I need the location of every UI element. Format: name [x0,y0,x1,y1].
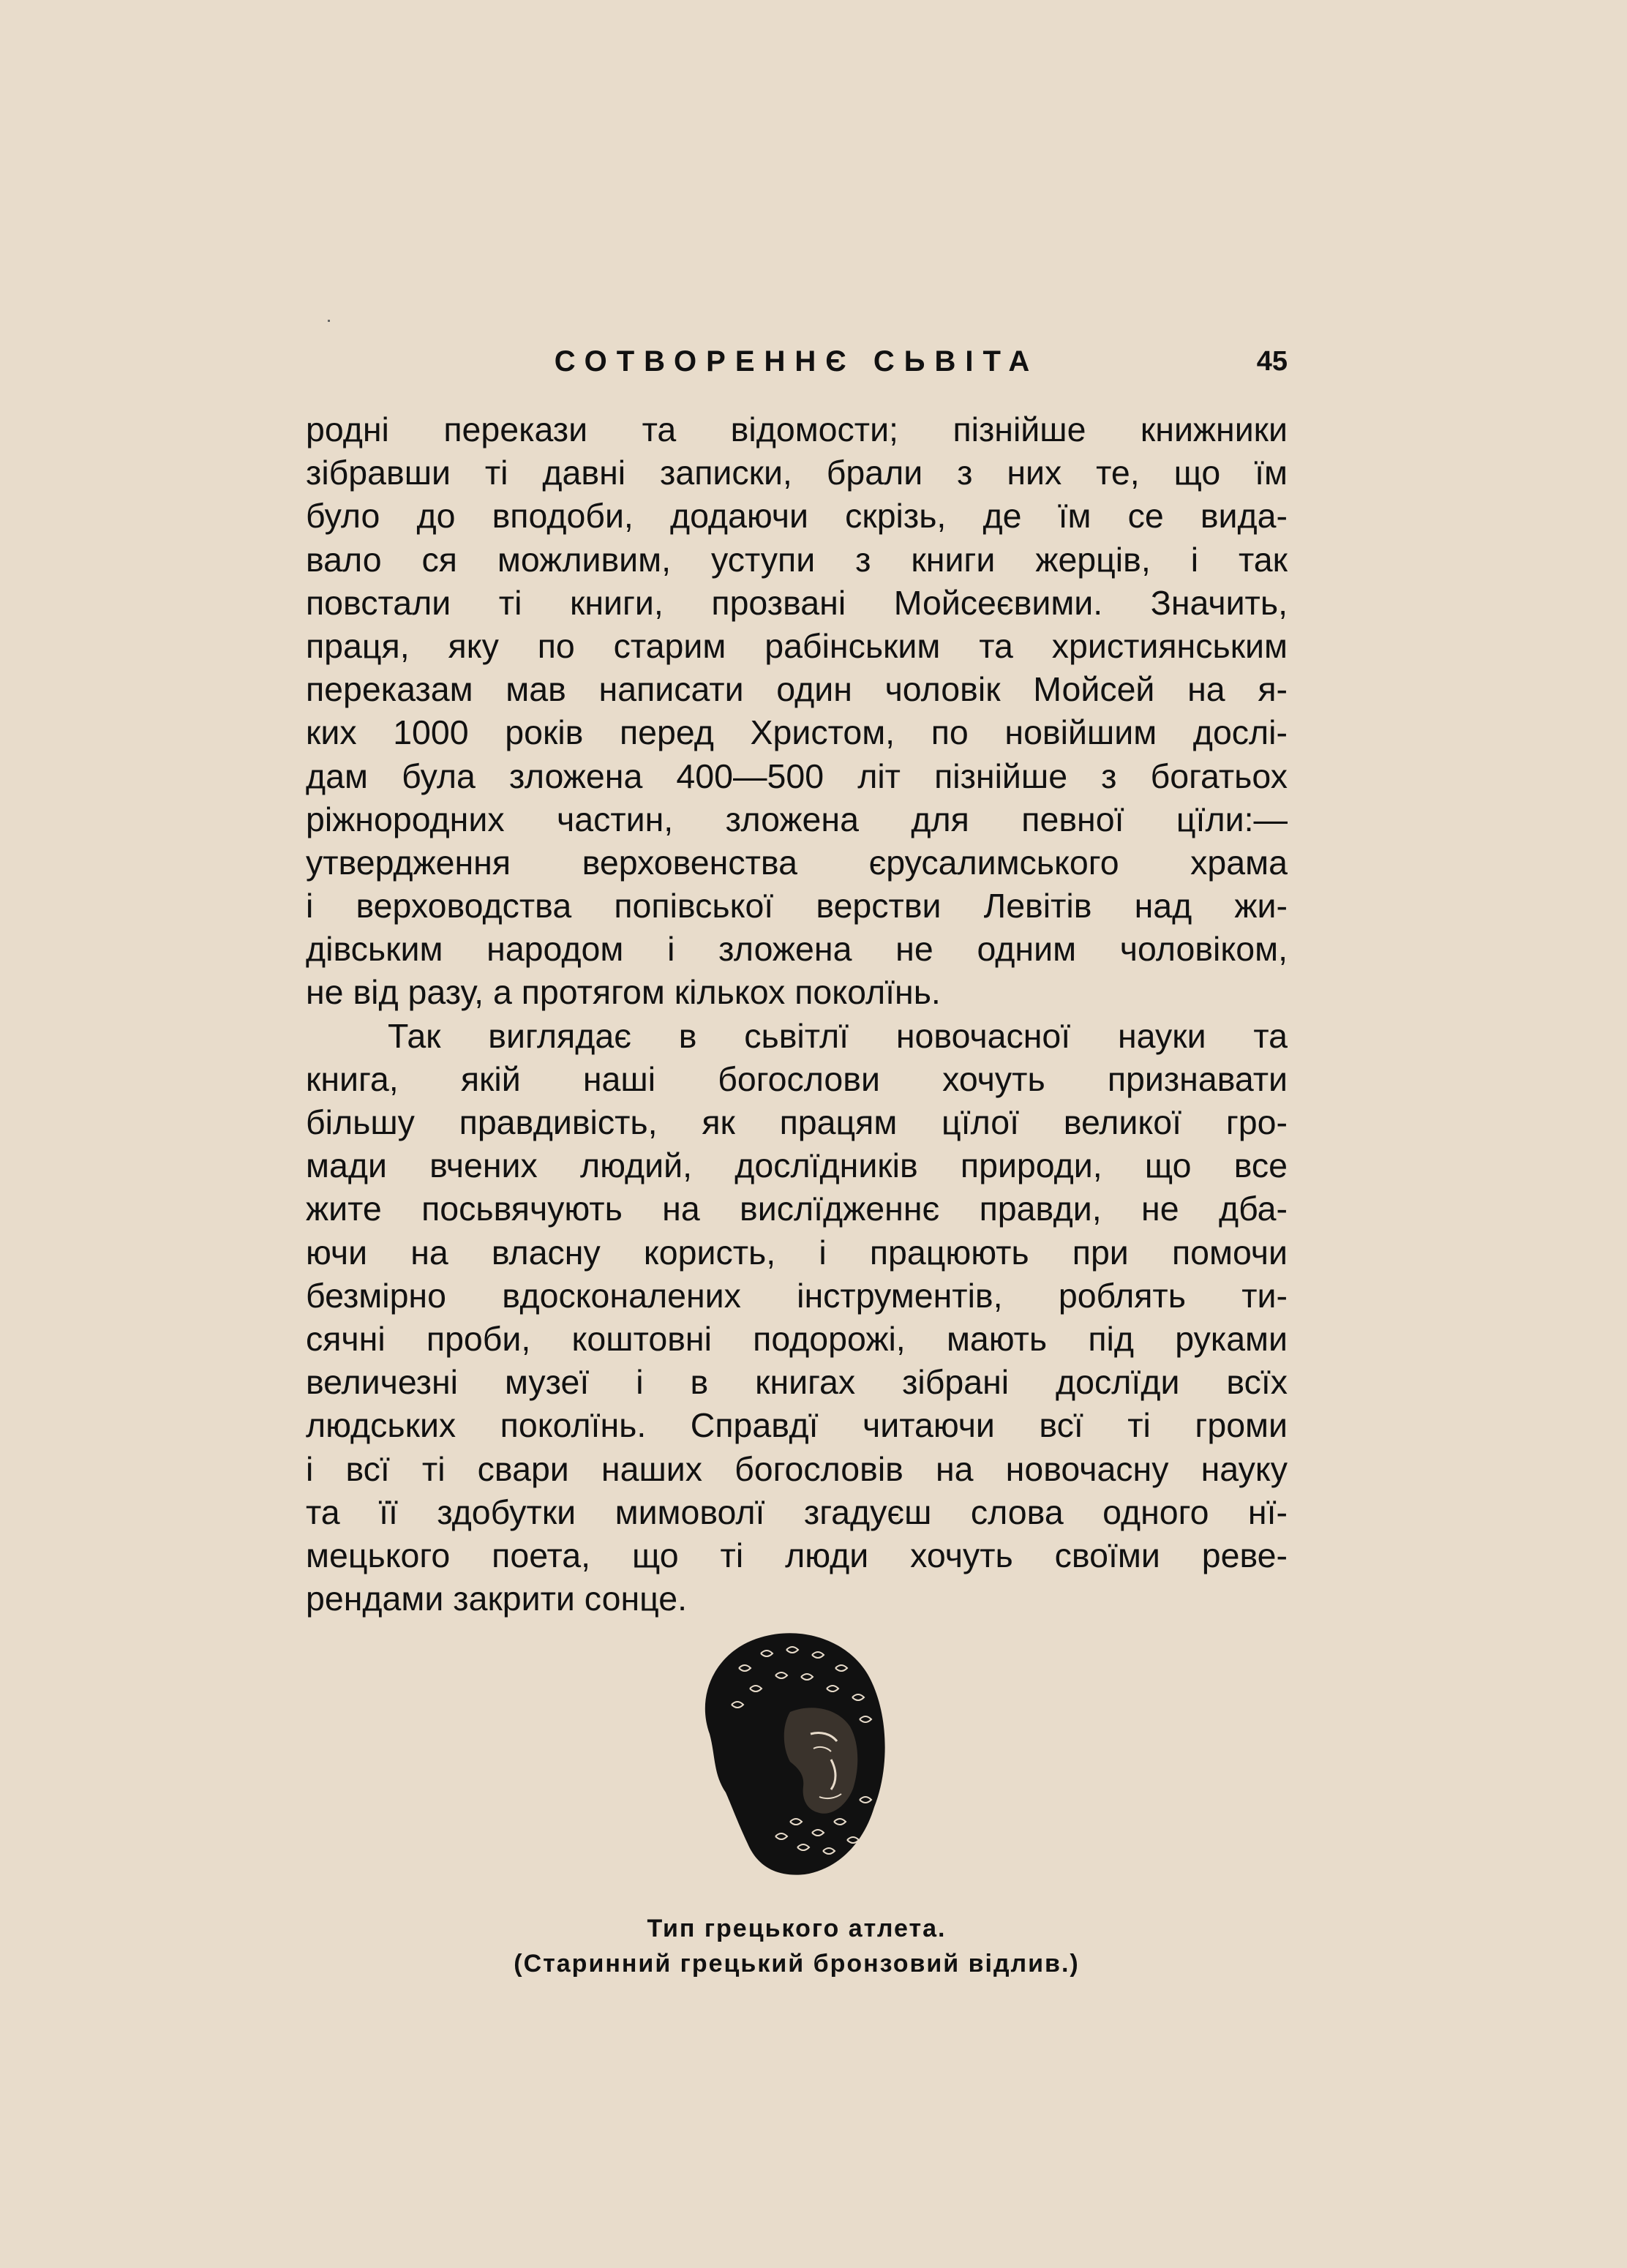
text-line: родні перекази та відомости; пізнійше книжники [306,410,1288,448]
text-line: та її здобутки мимоволї згадуєш слова одного нї- [306,1492,1288,1531]
head-silhouette [705,1633,885,1874]
text-line: праця, яку по старим рабінським та християнським [306,626,1288,665]
caption-subtitle: (Старинний грецький бронзовий відлив.) [514,1950,1080,1978]
text-line: ючи на власну користь, і працюють при помочи [306,1233,1288,1272]
text-line: безмірно вдосконалених інструментів, роблять ти- [306,1276,1288,1315]
figure-caption [306,1911,1288,1981]
text-line: більшу правдивість, як працям цїлої великої гро- [306,1103,1288,1141]
text-line: ких 1000 років перед Христом, по новійшим дослі- [306,713,1288,752]
text-line: жите посьвячують на вислїдженнє правди, не дба- [306,1190,1288,1228]
text-line: було до вподоби, додаючи скрізь, де їм се вида- [306,497,1288,536]
running-header [306,338,1288,385]
text-line: рендами закрити сонце. [306,1580,688,1618]
text-line: ріжнородних частин, зложена для певної цїли:— [306,800,1288,838]
text-line: людських поколїнь. Справдї читаючи всї ті громи [306,1406,1288,1445]
text-line: Так виглядає в сьвітлї новочасної науки та [388,1016,1288,1055]
text-line: сячні проби, коштовні подорожі, мають під руками [306,1319,1288,1358]
body-text [306,408,1288,1621]
athlete-head-illustration [680,1624,893,1880]
stray-ink-mark [328,320,330,322]
text-line: книга, якій наші богослови хочуть признавати [306,1059,1288,1098]
text-line: вало ся можливим, уступи з книги жерців, і так [306,540,1288,579]
text-line: і верховодства попівської верстви Левітів над жи- [306,887,1288,925]
text-line: зібравши ті давні записки, брали з них те, що їм [306,454,1288,492]
text-line: мади вчених людий, дослїдників природи, що все [306,1146,1288,1185]
text-line: дівським народом і зложена не одним чоловіком, [306,930,1288,969]
page-title: СОТВОРЕННЄ СЬВІТА [554,345,1040,378]
text-line: величезні музеї і в книгах зібрані дослїди всїх [306,1363,1288,1402]
text-line: переказам мав написати один чоловік Мойсей на я- [306,670,1288,709]
text-line: утвердження верховенства єрусалимського храма [306,843,1288,882]
text-line: повстали ті книги, прозвані Мойсеєвими. Значить, [306,583,1288,622]
page-number: 45 [1256,346,1288,377]
text-line: дам була зложена 400—500 літ пізнійше з богатьох [306,756,1288,795]
text-line: не від разу, а протягом кількох поколїнь. [306,973,941,1012]
text-line: мецького поета, що ті люди хочуть своїми реве- [306,1536,1288,1574]
caption-title: Тип грецького атлета. [647,1915,947,1942]
text-line: і всї ті свари наших богословів на новочасну науку [306,1449,1288,1488]
